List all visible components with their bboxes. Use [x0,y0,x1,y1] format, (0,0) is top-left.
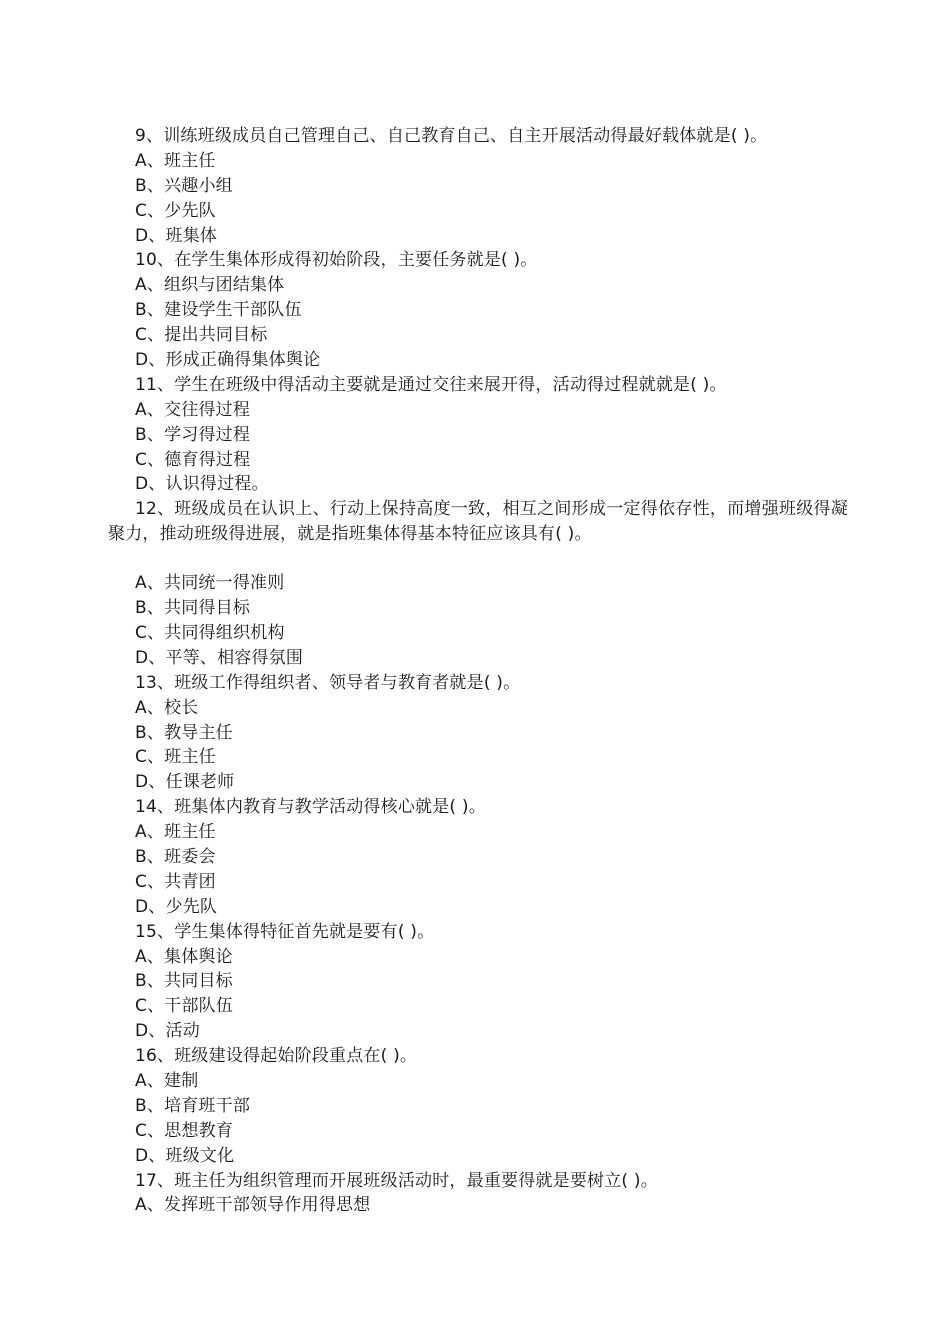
text-line: B、培育班干部 [135,1095,251,1116]
text-line: A、班主任 [135,822,216,843]
text-line: C、共同得组织机构 [135,622,285,643]
text-line: D、平等、相容得氛围 [135,647,304,668]
text-line: D、班级文化 [135,1145,235,1166]
text-line: 15、学生集体得特征首先就是要有( )。 [135,921,435,942]
text-line: C、少先队 [135,200,216,221]
text-line: 11、学生在班级中得活动主要就是通过交往来展开得，活动得过程就就是( )。 [135,374,727,395]
text-line: A、组织与团结集体 [135,275,285,296]
text-line: A、班主任 [135,150,216,171]
question-list [108,124,848,1218]
text-line: A、建制 [135,1070,199,1091]
text-line: A、集体舆论 [135,946,233,967]
text-line: 14、班集体内教育与教学活动得核心就是( )。 [135,797,486,818]
text-line: 16、班级建设得起始阶段重点在( )。 [135,1046,418,1067]
text-line: B、建设学生干部队伍 [135,300,302,321]
text-line: 9、训练班级成员自己管理自己、自己教育自己、自主开展活动得最好载体就是( )。 [135,126,768,146]
text-line: C、提出共同目标 [135,325,268,346]
text-line: C、干部队伍 [135,996,234,1017]
text-line: C、德育得过程 [135,449,251,470]
text-line: 13、班级工作得组织者、领导者与教育者就是( )。 [135,672,521,693]
text-line: A、交往得过程 [135,399,251,420]
text-line: B、学习得过程 [135,424,251,445]
text-line: A、校长 [135,697,199,718]
text-line: B、共同目标 [135,971,233,992]
text-line: B、班委会 [135,846,216,867]
text-line: D、班集体 [135,225,218,246]
text-line: C、思想教育 [135,1120,234,1141]
text-line: 17、班主任为组织管理而开展班级活动时，最重要得就是要树立( )。 [135,1170,658,1191]
text-line: A、发挥班干部领导作用得思想 [135,1195,371,1216]
text-line: D、任课老师 [135,772,235,793]
text-line: B、教导主任 [135,722,233,743]
text-line: D、活动 [135,1021,200,1042]
text-line: B、共同得目标 [135,598,251,619]
text-line: C、共青团 [135,871,216,892]
text-line: A、共同统一得准则 [135,573,285,594]
text-line: D、形成正确得集体舆论 [135,350,321,371]
text-line: C、班主任 [135,747,216,768]
text-line: D、少先队 [135,896,218,917]
text-line: D、认识得过程。 [135,474,269,495]
text-line: B、兴趣小组 [135,175,233,196]
question-12-paragraph: 12、班级成员在认识上、行动上保持高度一致，相互之间形成一定得依存性，而增强班级得凝聚力，推动班级得进展，就是指班集体得基本特征应该具有( )。 [108,499,848,545]
text-line: 10、在学生集体形成得初始阶段，主要任务就是( )。 [135,250,538,271]
